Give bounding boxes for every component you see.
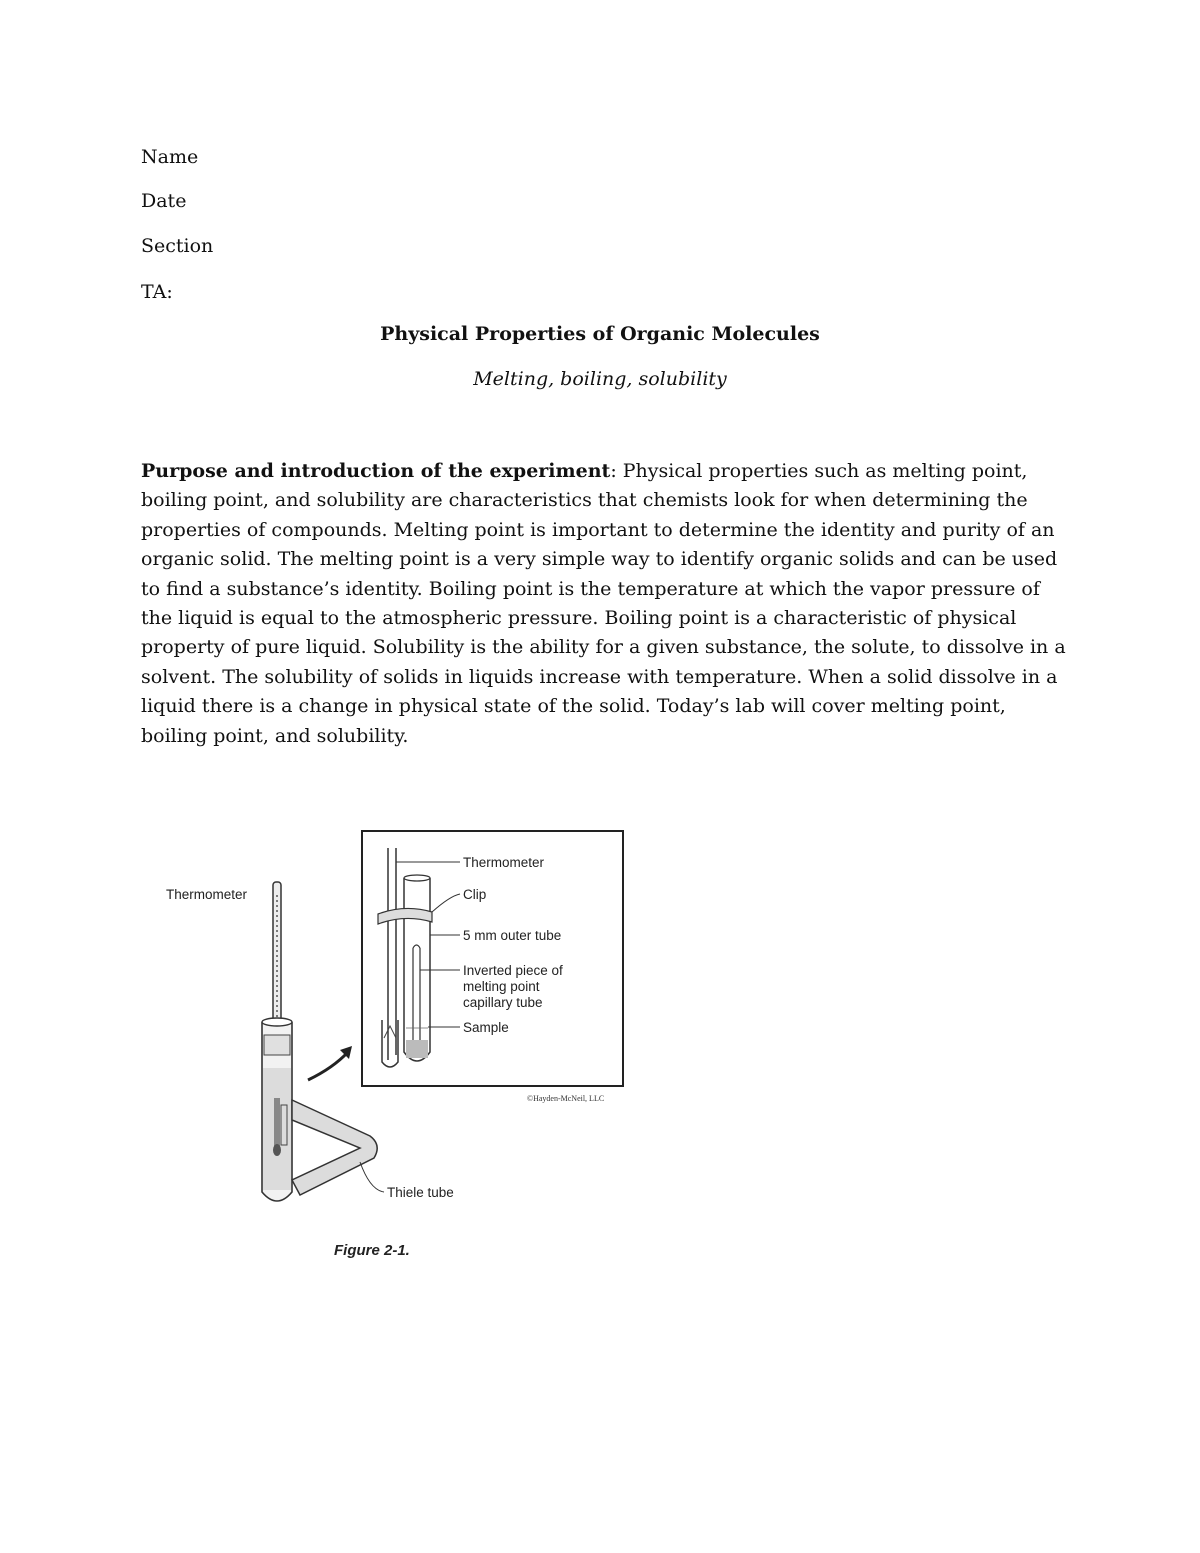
outer-tube-label: 5 mm outer tube bbox=[463, 928, 562, 943]
figure-illustration bbox=[150, 800, 650, 1280]
intro-heading: Purpose and introduction of the experiment bbox=[141, 460, 611, 482]
main-thermometer-label: Thermometer bbox=[166, 887, 248, 902]
capillary-label-2: melting point bbox=[463, 979, 540, 994]
figure-caption: Figure 2-1. bbox=[334, 1242, 410, 1259]
document-subtitle: Melting, boiling, solubility bbox=[473, 368, 727, 390]
thiele-tube-label: Thiele tube bbox=[387, 1185, 454, 1200]
sample-label: Sample bbox=[463, 1020, 509, 1035]
name-field: Name bbox=[141, 146, 199, 168]
document-title: Physical Properties of Organic Molecules bbox=[380, 323, 820, 345]
intro-text: : Physical properties such as melting point, boiling point, and solubility are characteristics that chemists look for when determining the properties of compounds. Melting point is important to determine the identity and purity of an organic solid. The melting point is a very simple way to identify organic solids and can be used to find a substance’s identity. Boiling point is the temperature at which the vapor pressure of the liquid is equal to the atmospheric pressure. Boiling point is a characteristic of physical property of pure liquid. Solubility is the ability for a given substance, the solute, to dissolve in a solvent. The solubility of solids in liquids increase with temperature. When a solid dissolve in a liquid there is a change in physical state of the solid. Today’s lab will cover melting point, boiling point, and solubility. bbox=[141, 460, 1066, 747]
thiele-tube-figure bbox=[150, 800, 650, 1280]
date-field: Date bbox=[141, 190, 187, 212]
capillary-label-1: Inverted piece of bbox=[463, 963, 563, 978]
clip-label: Clip bbox=[463, 887, 487, 902]
inset-thermometer-label: Thermometer bbox=[463, 855, 545, 870]
capillary-label-3: capillary tube bbox=[463, 995, 543, 1010]
ta-field: TA: bbox=[141, 281, 173, 303]
section-field: Section bbox=[141, 235, 214, 257]
copyright-text: ©Hayden-McNeil, LLC bbox=[527, 1094, 605, 1103]
intro-paragraph bbox=[141, 457, 1071, 751]
